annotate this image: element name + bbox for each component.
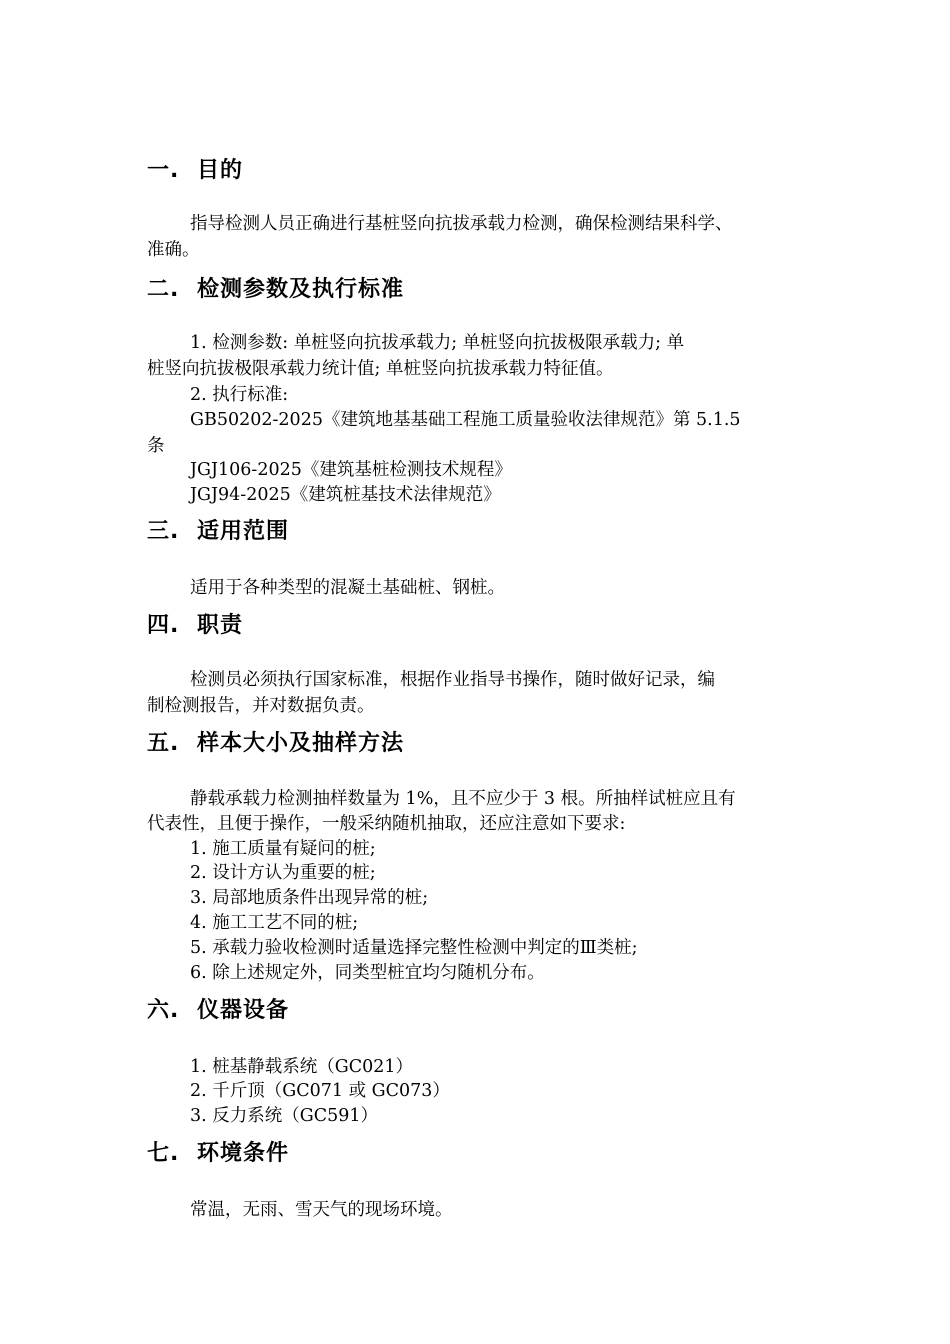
section-3-number: 三. xyxy=(147,519,180,544)
section-4-line-1: 检测员必须执行国家标准，根据作业指导书操作，随时做好记录，编 xyxy=(190,670,715,690)
section-5-line-6: 4. 施工工艺不同的桩; xyxy=(190,913,359,933)
section-2-line-2: 桩竖向抗拔极限承载力统计值; 单桩竖向抗拔承载力特征值。 xyxy=(147,359,614,379)
section-4-title: 职责 xyxy=(197,613,244,638)
section-6-line-1: 1. 桩基静载系统（GC021） xyxy=(190,1057,414,1077)
section-1-title: 目的 xyxy=(197,158,244,183)
section-5-heading xyxy=(147,731,404,757)
section-1-line-2: 准确。 xyxy=(147,240,200,260)
section-6-heading xyxy=(147,998,289,1024)
section-2-line-4: GB50202-2025《建筑地基基础工程施工质量验收法律规范》第 5.1.5 xyxy=(190,410,741,430)
section-4-heading xyxy=(147,613,243,639)
section-5-line-4: 2. 设计方认为重要的桩; xyxy=(190,863,376,883)
section-2-heading xyxy=(147,277,404,303)
section-2-number: 二. xyxy=(147,277,180,302)
section-1-heading xyxy=(147,158,243,184)
section-2-line-6: JGJ106-2025《建筑基桩检测技术规程》 xyxy=(190,460,512,480)
section-1-number: 一. xyxy=(147,158,180,183)
section-2-title: 检测参数及执行标准 xyxy=(197,277,405,302)
section-6-title: 仪器设备 xyxy=(197,998,290,1023)
section-5-line-8: 6. 除上述规定外，同类型桩宜均匀随机分布。 xyxy=(190,963,545,983)
section-4-line-2: 制检测报告，并对数据负责。 xyxy=(147,696,375,716)
section-2-line-5: 条 xyxy=(147,436,165,456)
section-5-line-5: 3. 局部地质条件出现异常的桩; xyxy=(190,888,429,908)
section-5-line-7: 5. 承载力验收检测时适量选择完整性检测中判定的Ⅲ类桩; xyxy=(190,938,638,958)
section-6-line-2: 2. 千斤顶（GC071 或 GC073） xyxy=(190,1081,450,1101)
section-4-number: 四. xyxy=(147,613,180,638)
section-5-line-2: 代表性，且便于操作，一般采纳随机抽取，还应注意如下要求: xyxy=(147,814,626,834)
section-6-number: 六. xyxy=(147,998,180,1023)
section-5-line-3: 1. 施工质量有疑问的桩; xyxy=(190,839,376,859)
section-7-heading xyxy=(147,1141,289,1167)
section-5-title: 样本大小及抽样方法 xyxy=(197,731,405,756)
section-2-line-1: 1. 检测参数: 单桩竖向抗拔承载力; 单桩竖向抗拔极限承载力; 单 xyxy=(190,333,685,353)
section-5-line-1: 静载承载力检测抽样数量为 1%，且不应少于 3 根。所抽样试桩应且有 xyxy=(190,789,736,809)
section-7-title: 环境条件 xyxy=(197,1141,290,1166)
section-2-line-7: JGJ94-2025《建筑桩基技术法律规范》 xyxy=(190,485,501,505)
section-7-line-1: 常温，无雨、雪天气的现场环境。 xyxy=(190,1200,453,1220)
section-3-title: 适用范围 xyxy=(197,519,290,544)
section-5-number: 五. xyxy=(147,731,180,756)
section-7-number: 七. xyxy=(147,1141,180,1166)
section-3-heading xyxy=(147,519,289,545)
section-3-line-1: 适用于各种类型的混凝土基础桩、钢桩。 xyxy=(190,578,505,598)
section-6-line-3: 3. 反力系统（GC591） xyxy=(190,1106,379,1126)
section-1-line-1: 指导检测人员正确进行基桩竖向抗拔承载力检测，确保检测结果科学、 xyxy=(190,214,733,234)
section-2-line-3: 2. 执行标准: xyxy=(190,385,289,405)
